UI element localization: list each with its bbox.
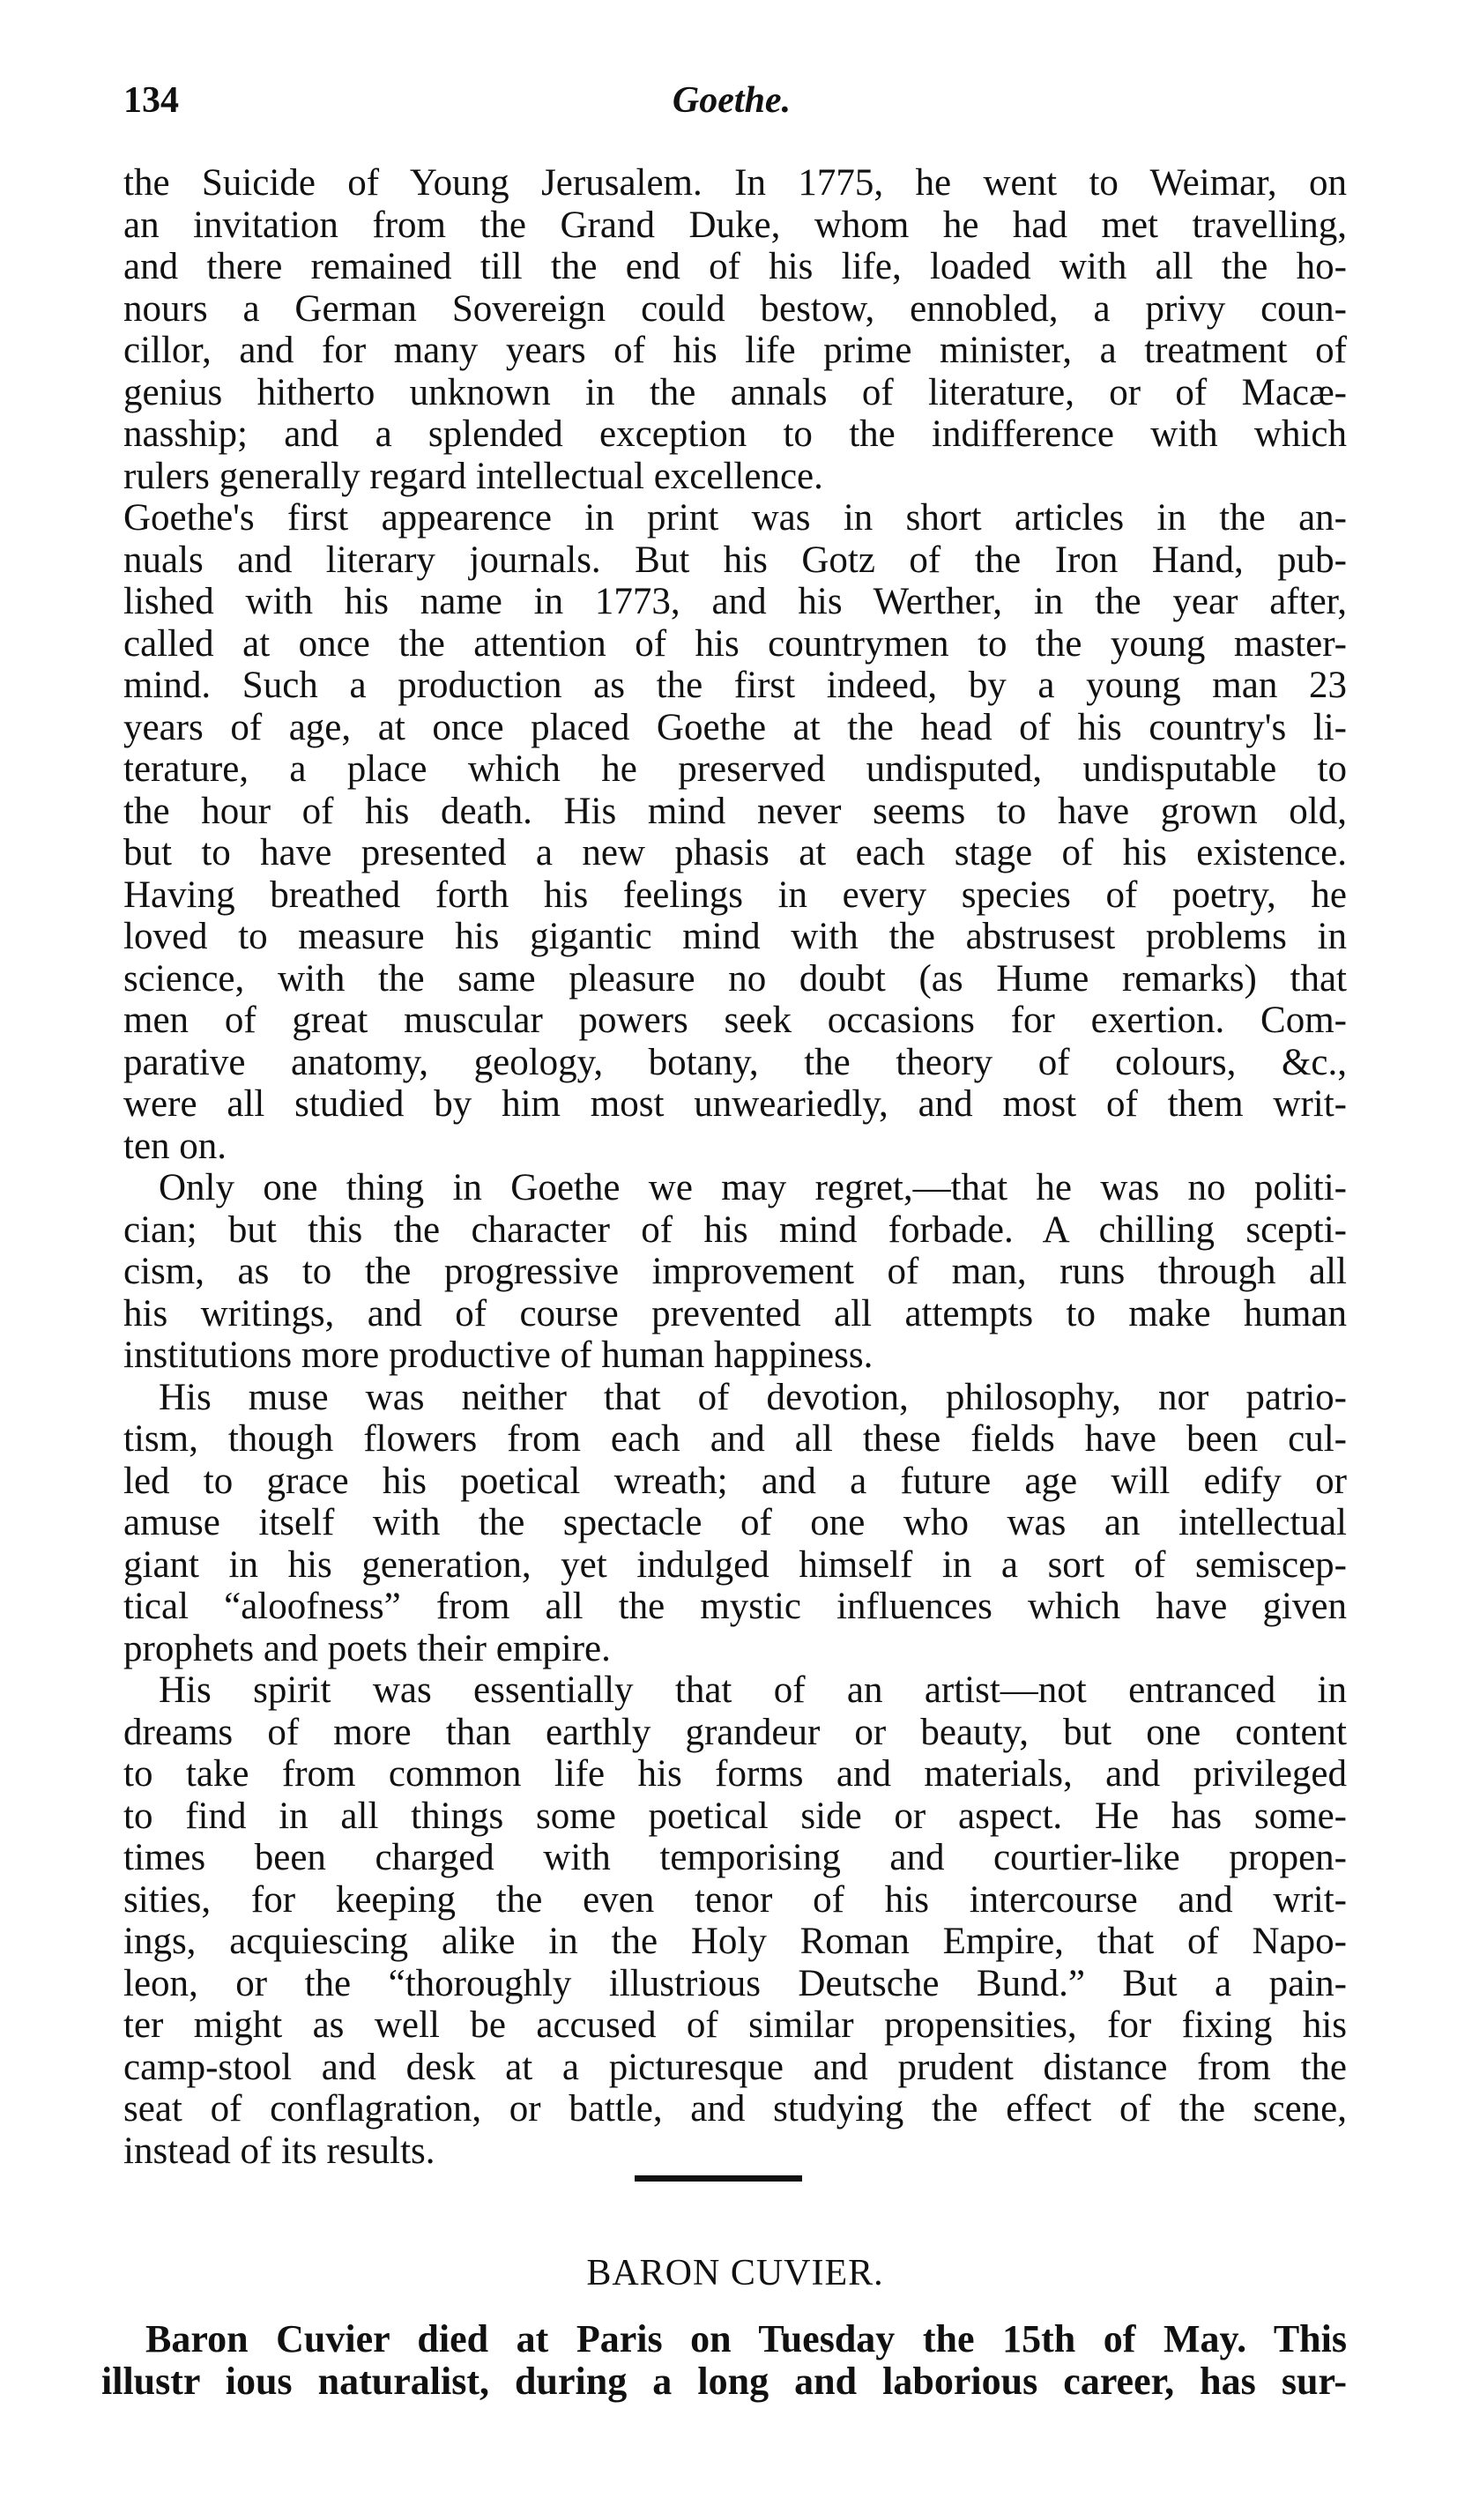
text-line: the hour of his death. His mind never seems to have grown old, [123, 790, 1347, 832]
text-line: Having breathed forth his feelings in every species of poetry, he [123, 873, 1347, 916]
text-line: camp-stool and desk at a picturesque and prudent distance from the [123, 2046, 1347, 2088]
text-line: seat of conflagration, or battle, and studying the effect of the scene, [123, 2088, 1347, 2130]
text-line: amuse itself with the spectacle of one who was an intellectual [123, 1502, 1347, 1543]
section-divider-rule [635, 2175, 802, 2182]
text-line: cism, as to the progressive improvement of man, runs through all [123, 1251, 1347, 1292]
text-line: an invitation from the Grand Duke, whom he had met travelling, [123, 204, 1347, 246]
goethe-article-body [123, 162, 1347, 2172]
text-line: giant in his generation, yet indulged himself in a sort of semiscep- [123, 1543, 1347, 1586]
cuvier-article-body [101, 2318, 1347, 2403]
text-line: His spirit was essentially that of an artist—not entranced in [159, 1669, 1347, 1711]
text-line: but to have presented a new phasis at each stage of his existence. [123, 832, 1347, 873]
text-line: and there remained till the end of his life, loaded with all the ho- [123, 246, 1347, 287]
text-line: cian; but this the character of his mind forbade. A chilling scepti- [123, 1208, 1347, 1251]
text-line: tism, though flowers from each and all these fields have been cul- [123, 1418, 1347, 1460]
text-line: sities, for keeping the even tenor of his intercourse and writ- [123, 1878, 1347, 1921]
text-line: instead of its results. [123, 2130, 435, 2172]
text-line: His muse was neither that of devotion, philosophy, nor patrio- [159, 1376, 1347, 1418]
text-line: to find in all things some poetical side or aspect. He has some- [123, 1795, 1347, 1837]
section-title: BARON CUVIER. [586, 2253, 884, 2293]
text-line: loved to measure his gigantic mind with the abstrusest problems in [123, 916, 1347, 957]
text-line: nuals and literary journals. But his Gotz of the Iron Hand, pub- [123, 539, 1347, 581]
text-line: ter might as well be accused of similar propensities, for fixing his [123, 2004, 1347, 2046]
page-header [123, 79, 1340, 132]
text-line: terature, a place which he preserved undisputed, undisputable to [123, 748, 1347, 790]
text-line: dreams of more than earthly grandeur or beauty, but one content [123, 1711, 1347, 1753]
text-line: ten on. [123, 1125, 227, 1167]
text-line: times been charged with temporising and courtier-like propen- [123, 1837, 1347, 1878]
text-line: prophets and poets their empire. [123, 1627, 611, 1669]
text-line: years of age, at once placed Goethe at the head of his country's li- [123, 706, 1347, 748]
text-line: the Suicide of Young Jerusalem. In 1775, he went to Weimar, on [123, 162, 1347, 204]
text-line: Only one thing in Goethe we may regret,—that he was no politi- [159, 1167, 1347, 1208]
text-line: men of great muscular powers seek occasions for exertion. Com- [123, 1000, 1347, 1041]
text-line: lished with his name in 1773, and his Werther, in the year after, [123, 581, 1347, 622]
running-title: Goethe. [672, 80, 792, 121]
text-line: nours a German Sovereign could bestow, ennobled, a privy coun- [123, 287, 1347, 330]
text-line: genius hitherto unknown in the annals of literature, or of Macæ- [123, 371, 1347, 413]
text-line: Baron Cuvier died at Paris on Tuesday the 15th of May. This [145, 2317, 1347, 2360]
text-line: institutions more productive of human happiness. [123, 1334, 874, 1376]
text-line: were all studied by him most unweariedly, and most of them writ- [123, 1083, 1347, 1125]
text-line: nasship; and a splended exception to the indifference with which [123, 413, 1347, 455]
text-line: leon, or the “thoroughly illustrious Deutsche Bund.” But a pain- [123, 1962, 1347, 2004]
text-line: to take from common life his forms and materials, and privileged [123, 1753, 1347, 1795]
text-line: led to grace his poetical wreath; and a future age will edify or [123, 1460, 1347, 1502]
text-line: called at once the attention of his countrymen to the young master- [123, 622, 1347, 665]
text-line: science, with the same pleasure no doubt (as Hume remarks) that [123, 957, 1347, 1000]
text-line: rulers generally regard intellectual excellence. [123, 455, 823, 497]
text-line: parative anatomy, geology, botany, the theory of colours, &c., [123, 1041, 1347, 1083]
page-number: 134 [123, 80, 179, 121]
text-line: mind. Such a production as the first indeed, by a young man 23 [123, 665, 1347, 706]
text-line: tical “aloofness” from all the mystic influences which have given [123, 1586, 1347, 1627]
text-line: his writings, and of course prevented all attempts to make human [123, 1292, 1347, 1334]
text-line: cillor, and for many years of his life prime minister, a treatment of [123, 330, 1347, 371]
text-line: Goethe's first appearence in print was in short articles in the an- [123, 497, 1347, 539]
text-line: ings, acquiescing alike in the Holy Roman Empire, that of Napo- [123, 1921, 1347, 1962]
text-line: illustr ious naturalist, during a long and laborious career, has sur- [101, 2360, 1347, 2403]
